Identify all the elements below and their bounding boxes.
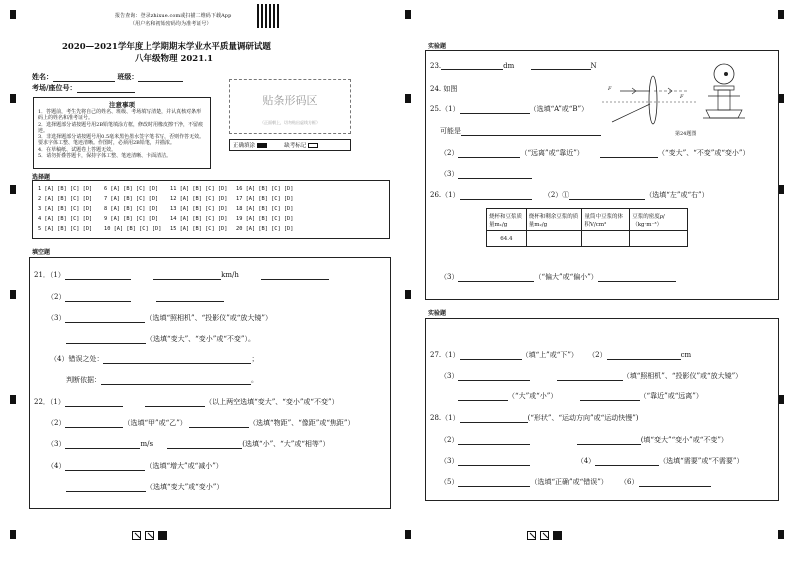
page-marks	[525, 531, 564, 540]
q28-4-answer[interactable]	[595, 458, 659, 466]
q22-4-label: （4）	[47, 462, 66, 470]
q23-answer-b[interactable]	[531, 62, 591, 70]
table-cell: 64.4	[487, 231, 527, 247]
choice-option-group[interactable]: 6 [A] [B] [C] [D]	[104, 186, 159, 192]
q26-3-label: （3）	[440, 273, 459, 281]
alignment-mark	[10, 530, 16, 539]
q27-1-hint: （填“上”或“下”）	[521, 351, 578, 359]
q28-5-label: （5）	[440, 478, 459, 486]
fill-section-title: 填空题	[32, 249, 51, 256]
choice-grid	[38, 184, 302, 234]
table-header: 豆浆的密度ρ/（kg·m⁻³）	[630, 209, 688, 231]
q28-1-label: 28.（1）	[430, 414, 460, 422]
alignment-mark	[405, 94, 411, 103]
q21-2-label: （2）	[47, 293, 66, 301]
q22-2-hint-b: （选填“物距”、“像距”或“焦距”）	[249, 419, 355, 427]
q22-3-unit: m/s	[140, 440, 154, 448]
missing-mark-box[interactable]	[308, 143, 318, 148]
q21-3-hint: （选填“照相机”、“投影仪”或“放大镜”）	[145, 314, 272, 322]
q22-1-label: 22．（1）	[34, 398, 65, 406]
choice-option-group[interactable]: 11 [A] [B] [C] [D]	[170, 186, 228, 192]
notes-title: 注意事项	[109, 101, 135, 109]
alignment-mark	[778, 10, 784, 19]
q28-2-label: （2）	[440, 436, 459, 444]
name-field[interactable]	[53, 74, 115, 82]
note-item: 3．非选择题部分请按题号用0.5毫米黑色墨水签字笔书写，否则作答无效。要求字体工整、笔迹清晰。作图时，必须用2B铅笔，并描浓。	[38, 134, 205, 147]
q28-1-answer[interactable]	[460, 415, 528, 423]
correct-fill-sample	[257, 143, 267, 148]
q27-2-unit: cm	[680, 351, 692, 359]
alignment-mark	[10, 10, 16, 19]
q27-3-label: （3）	[440, 372, 459, 380]
q28-2-hint: (填“变大”“变小”或“不变”）	[640, 436, 728, 444]
q25-2-label: （2）	[440, 149, 459, 157]
choice-row	[38, 204, 302, 214]
choice-option-group[interactable]: 4 [A] [B] [C] [D]	[38, 216, 93, 222]
q22-3-label: （3）	[47, 440, 66, 448]
choice-option-group[interactable]: 18 [A] [B] [C] [D]	[236, 206, 294, 212]
q21-3-label: （3）	[47, 314, 66, 322]
q27-2-label: （2）	[588, 351, 607, 359]
barcode-label: 贴条形码区	[262, 94, 318, 107]
q26-2-label: （2）①	[543, 191, 570, 199]
exam-subtitle: 八年级物理 2021.1	[135, 54, 213, 64]
q21-4-end: ；	[251, 355, 259, 363]
q27-3-hint-b: （“大”或“小”）	[508, 392, 558, 400]
choice-row	[38, 194, 302, 204]
alignment-mark	[405, 10, 411, 19]
q25-3-answer[interactable]	[458, 171, 532, 179]
q22-2-answer-b[interactable]	[189, 420, 249, 428]
figure-24-caption: 第24题图	[675, 131, 697, 137]
page-mark-slash	[132, 531, 141, 540]
choice-option-group[interactable]: 2 [A] [B] [C] [D]	[38, 196, 93, 202]
report-notice-sub: （用户名和初始密码均为准考证号）	[130, 21, 212, 27]
q26-1-answer[interactable]	[460, 192, 532, 200]
choice-option-group[interactable]: 7 [A] [B] [C] [D]	[104, 196, 159, 202]
choice-option-group[interactable]: 5 [A] [B] [C] [D]	[38, 226, 93, 232]
q27-3-hint-c: （“靠近”或“远离”）	[639, 392, 703, 400]
q23-label: 23.	[430, 62, 442, 70]
alignment-mark	[405, 530, 411, 539]
q26-3-answer-b[interactable]	[598, 274, 676, 282]
q28-5-hint: （选填“正确”或“错误”）	[530, 478, 608, 486]
choice-row	[38, 184, 302, 194]
q25-2-answer-b[interactable]	[600, 150, 658, 158]
alignment-mark	[10, 290, 16, 299]
q26-2-answer[interactable]	[569, 192, 645, 200]
q28-3-label: （3）	[440, 457, 459, 465]
q28-3-answer[interactable]	[458, 458, 530, 466]
q27-1-answer[interactable]	[460, 352, 522, 360]
choice-option-group[interactable]: 15 [A] [B] [C] [D]	[170, 226, 228, 232]
q25-1-label: 25.（1）	[430, 105, 460, 113]
q22-4-hint: （选填“增大”或“减小”）	[145, 462, 223, 470]
exam-seat-field[interactable]	[77, 85, 135, 93]
class-field[interactable]	[138, 74, 183, 82]
q21-3-answer[interactable]	[65, 315, 145, 323]
choice-option-group[interactable]: 8 [A] [B] [C] [D]	[104, 206, 159, 212]
q27-3-answer-b[interactable]	[557, 373, 623, 381]
table-cell[interactable]	[526, 231, 582, 247]
q26-1-label: 26.（1）	[430, 191, 460, 199]
q22-1-hint: （以上两空选填“变大”、“变小”或“不变”）	[205, 398, 339, 406]
alignment-mark	[10, 395, 16, 404]
q22-4-hint-b: （选填“变大”或“变小”）	[146, 483, 224, 491]
page-mark-slash	[527, 531, 536, 540]
svg-text:F: F	[680, 94, 684, 100]
q22-1-answer[interactable]	[65, 399, 123, 407]
table-header: 量筒中豆浆的体积V/cm³	[582, 209, 630, 231]
q25-2-hint-b: （“变大”、“不变”或“变小”）	[658, 149, 750, 157]
q22-3-answer-b[interactable]	[167, 441, 242, 449]
exp2-section-title: 实验题	[428, 310, 447, 317]
choice-option-group[interactable]: 17 [A] [B] [C] [D]	[236, 196, 294, 202]
q22-2-hint: （选填“甲”或“乙”）	[123, 419, 187, 427]
table-cell[interactable]	[582, 231, 630, 247]
page-mark-slash	[540, 531, 549, 540]
exam-seat-label: 考场/座位号：	[32, 83, 77, 92]
choice-option-group[interactable]: 12 [A] [B] [C] [D]	[170, 196, 228, 202]
q25-3-label: （3）	[440, 170, 459, 178]
page-marks	[130, 531, 169, 540]
alignment-mark	[10, 94, 16, 103]
choice-option-group[interactable]: 1 [A] [B] [C] [D]	[38, 186, 93, 192]
q22-1-answer-b[interactable]	[145, 399, 205, 407]
q21-1-answer[interactable]	[65, 272, 131, 280]
q21-3-answer-b[interactable]	[66, 336, 146, 344]
q21-unit: km/h	[221, 271, 239, 279]
alignment-mark	[778, 530, 784, 539]
choice-option-group[interactable]: 19 [A] [B] [C] [D]	[236, 216, 294, 222]
table-cell[interactable]	[630, 231, 688, 247]
class-label: 班级：	[117, 72, 139, 81]
q21-1-answer-b[interactable]	[153, 272, 221, 280]
q27-1-label: 27.（1）	[430, 351, 460, 359]
q25-2-hint: （“远离”或“靠近”）	[520, 149, 584, 157]
q22-4-answer[interactable]	[65, 463, 145, 471]
q21-judge-end: 。	[251, 376, 258, 384]
q21-1-label: 21．（1）	[34, 271, 65, 279]
exp1-section-title: 实验题	[428, 43, 447, 50]
note-item: 5．请勿折叠答题卡，保持字体工整、笔迹清晰、卡面清洁。	[38, 153, 172, 160]
note-item: 4．在草稿纸、试题卷上答题无效。	[38, 146, 117, 153]
q21-judge-answer[interactable]	[101, 377, 251, 385]
q21-2-answer[interactable]	[65, 294, 131, 302]
q23-unit-dm: dm	[503, 62, 515, 70]
choice-option-group[interactable]: 3 [A] [B] [C] [D]	[38, 206, 93, 212]
q27-3-hint: （填“照相机”、“投影仪”或“放大镜”）	[622, 372, 743, 380]
q22-2-label: （2）	[47, 419, 66, 427]
choice-option-group[interactable]: 16 [A] [B] [C] [D]	[236, 186, 294, 192]
q25-1-hint: （选填“A”或“B”）	[529, 105, 589, 113]
q21-2-answer-b[interactable]	[156, 294, 224, 302]
q25-reason-label: 可能是	[440, 127, 461, 135]
choice-option-group[interactable]: 20 [A] [B] [C] [D]	[236, 226, 294, 232]
choice-row	[38, 214, 302, 224]
choice-option-group[interactable]: 10 [A] [B] [C] [D]	[104, 226, 162, 232]
q22-3-answer[interactable]	[65, 441, 140, 449]
choice-option-group[interactable]: 14 [A] [B] [C] [D]	[170, 216, 228, 222]
note-item: 2．选择题部分请按题号用2B铅笔填涂方框，修改时用橡皮擦干净，不留痕迹。	[38, 121, 204, 134]
q21-1-answer-c[interactable]	[261, 272, 329, 280]
q27-3-answer[interactable]	[458, 373, 530, 381]
name-label: 姓名：	[32, 72, 53, 81]
report-notice: 报告查询：登录zhixue.com或扫描二维码下载App	[115, 13, 232, 19]
q22-2-answer[interactable]	[65, 420, 123, 428]
q26-3-answer[interactable]	[458, 274, 534, 282]
q25-1-answer[interactable]	[460, 106, 530, 114]
choice-row	[38, 224, 302, 234]
q26-data-table	[486, 208, 688, 247]
q27-3-answer-c[interactable]	[458, 393, 508, 401]
page-mark-slash	[145, 531, 154, 540]
q24-label: 24. 如图	[430, 85, 458, 93]
table-header: 烧杯和豆浆质量m₁/g	[487, 209, 527, 231]
note-item: 1．答题前，考生先将自己的姓名、班级、考场填写清楚，并认真核对条形码上的姓名和准考证号。	[38, 109, 202, 122]
q23-answer[interactable]	[441, 62, 503, 70]
exp2-box	[425, 318, 779, 501]
q25-2-answer[interactable]	[458, 150, 520, 158]
table-header: 烧杯和剩余豆浆的质量m₂/g	[526, 209, 582, 231]
q22-3-hint: (选填“小”、“大”或“相等”）	[242, 440, 330, 448]
q21-judge-label: 判断依据：	[66, 376, 101, 384]
page-mark-filled	[158, 531, 167, 540]
q26-3-hint: （“偏大”或“偏小”）	[534, 273, 598, 281]
exam-title: 2020—2021学年度上学期期末学业水平质量调研试题	[62, 42, 271, 52]
barcode-area	[229, 79, 351, 134]
q22-4-answer-b[interactable]	[66, 484, 146, 492]
q26-2-hint: （选填“左”或“右”）	[645, 191, 709, 199]
choice-option-group[interactable]: 13 [A] [B] [C] [D]	[170, 206, 228, 212]
q21-3-hint-b: （选填“变大”、“变小”或“不变”）。	[146, 335, 255, 343]
choice-option-group[interactable]: 9 [A] [B] [C] [D]	[104, 216, 159, 222]
q28-1-hint: (“形状”、“运动方向”或“运动快慢”)	[527, 414, 639, 422]
figure-24	[598, 60, 763, 130]
q21-4-label: （4）错误之处：	[50, 355, 104, 363]
q25-reason-answer[interactable]	[461, 128, 601, 136]
page-mark-filled	[553, 531, 562, 540]
choice-section-title: 选择题	[32, 174, 51, 181]
alignment-mark	[10, 185, 16, 194]
correct-fill-label: 正确填涂	[233, 143, 256, 149]
fill-example	[229, 139, 351, 151]
notes-box	[33, 97, 211, 169]
barcode-hint: （正面朝上，切勿贴出虚线方框）	[260, 120, 320, 125]
q23-unit-n: N	[590, 62, 597, 70]
q28-2-answer[interactable]	[458, 437, 530, 445]
q28-2-answer-b[interactable]	[577, 437, 641, 445]
q28-5-answer[interactable]	[458, 479, 530, 487]
svg-text:F: F	[608, 86, 612, 92]
missing-mark-label: 缺考标记	[284, 143, 307, 149]
q28-6-answer[interactable]	[639, 479, 711, 487]
q28-4-label: （4）	[576, 457, 596, 465]
qr-code-icon	[257, 4, 281, 28]
alignment-mark	[405, 290, 411, 299]
q27-2-answer[interactable]	[607, 352, 681, 360]
q21-4-answer[interactable]	[103, 356, 251, 364]
q27-3-answer-d[interactable]	[580, 393, 640, 401]
q28-4-hint: （选填“需要”或“不需要”）	[659, 457, 744, 465]
q28-6-label: （6）	[620, 478, 639, 486]
